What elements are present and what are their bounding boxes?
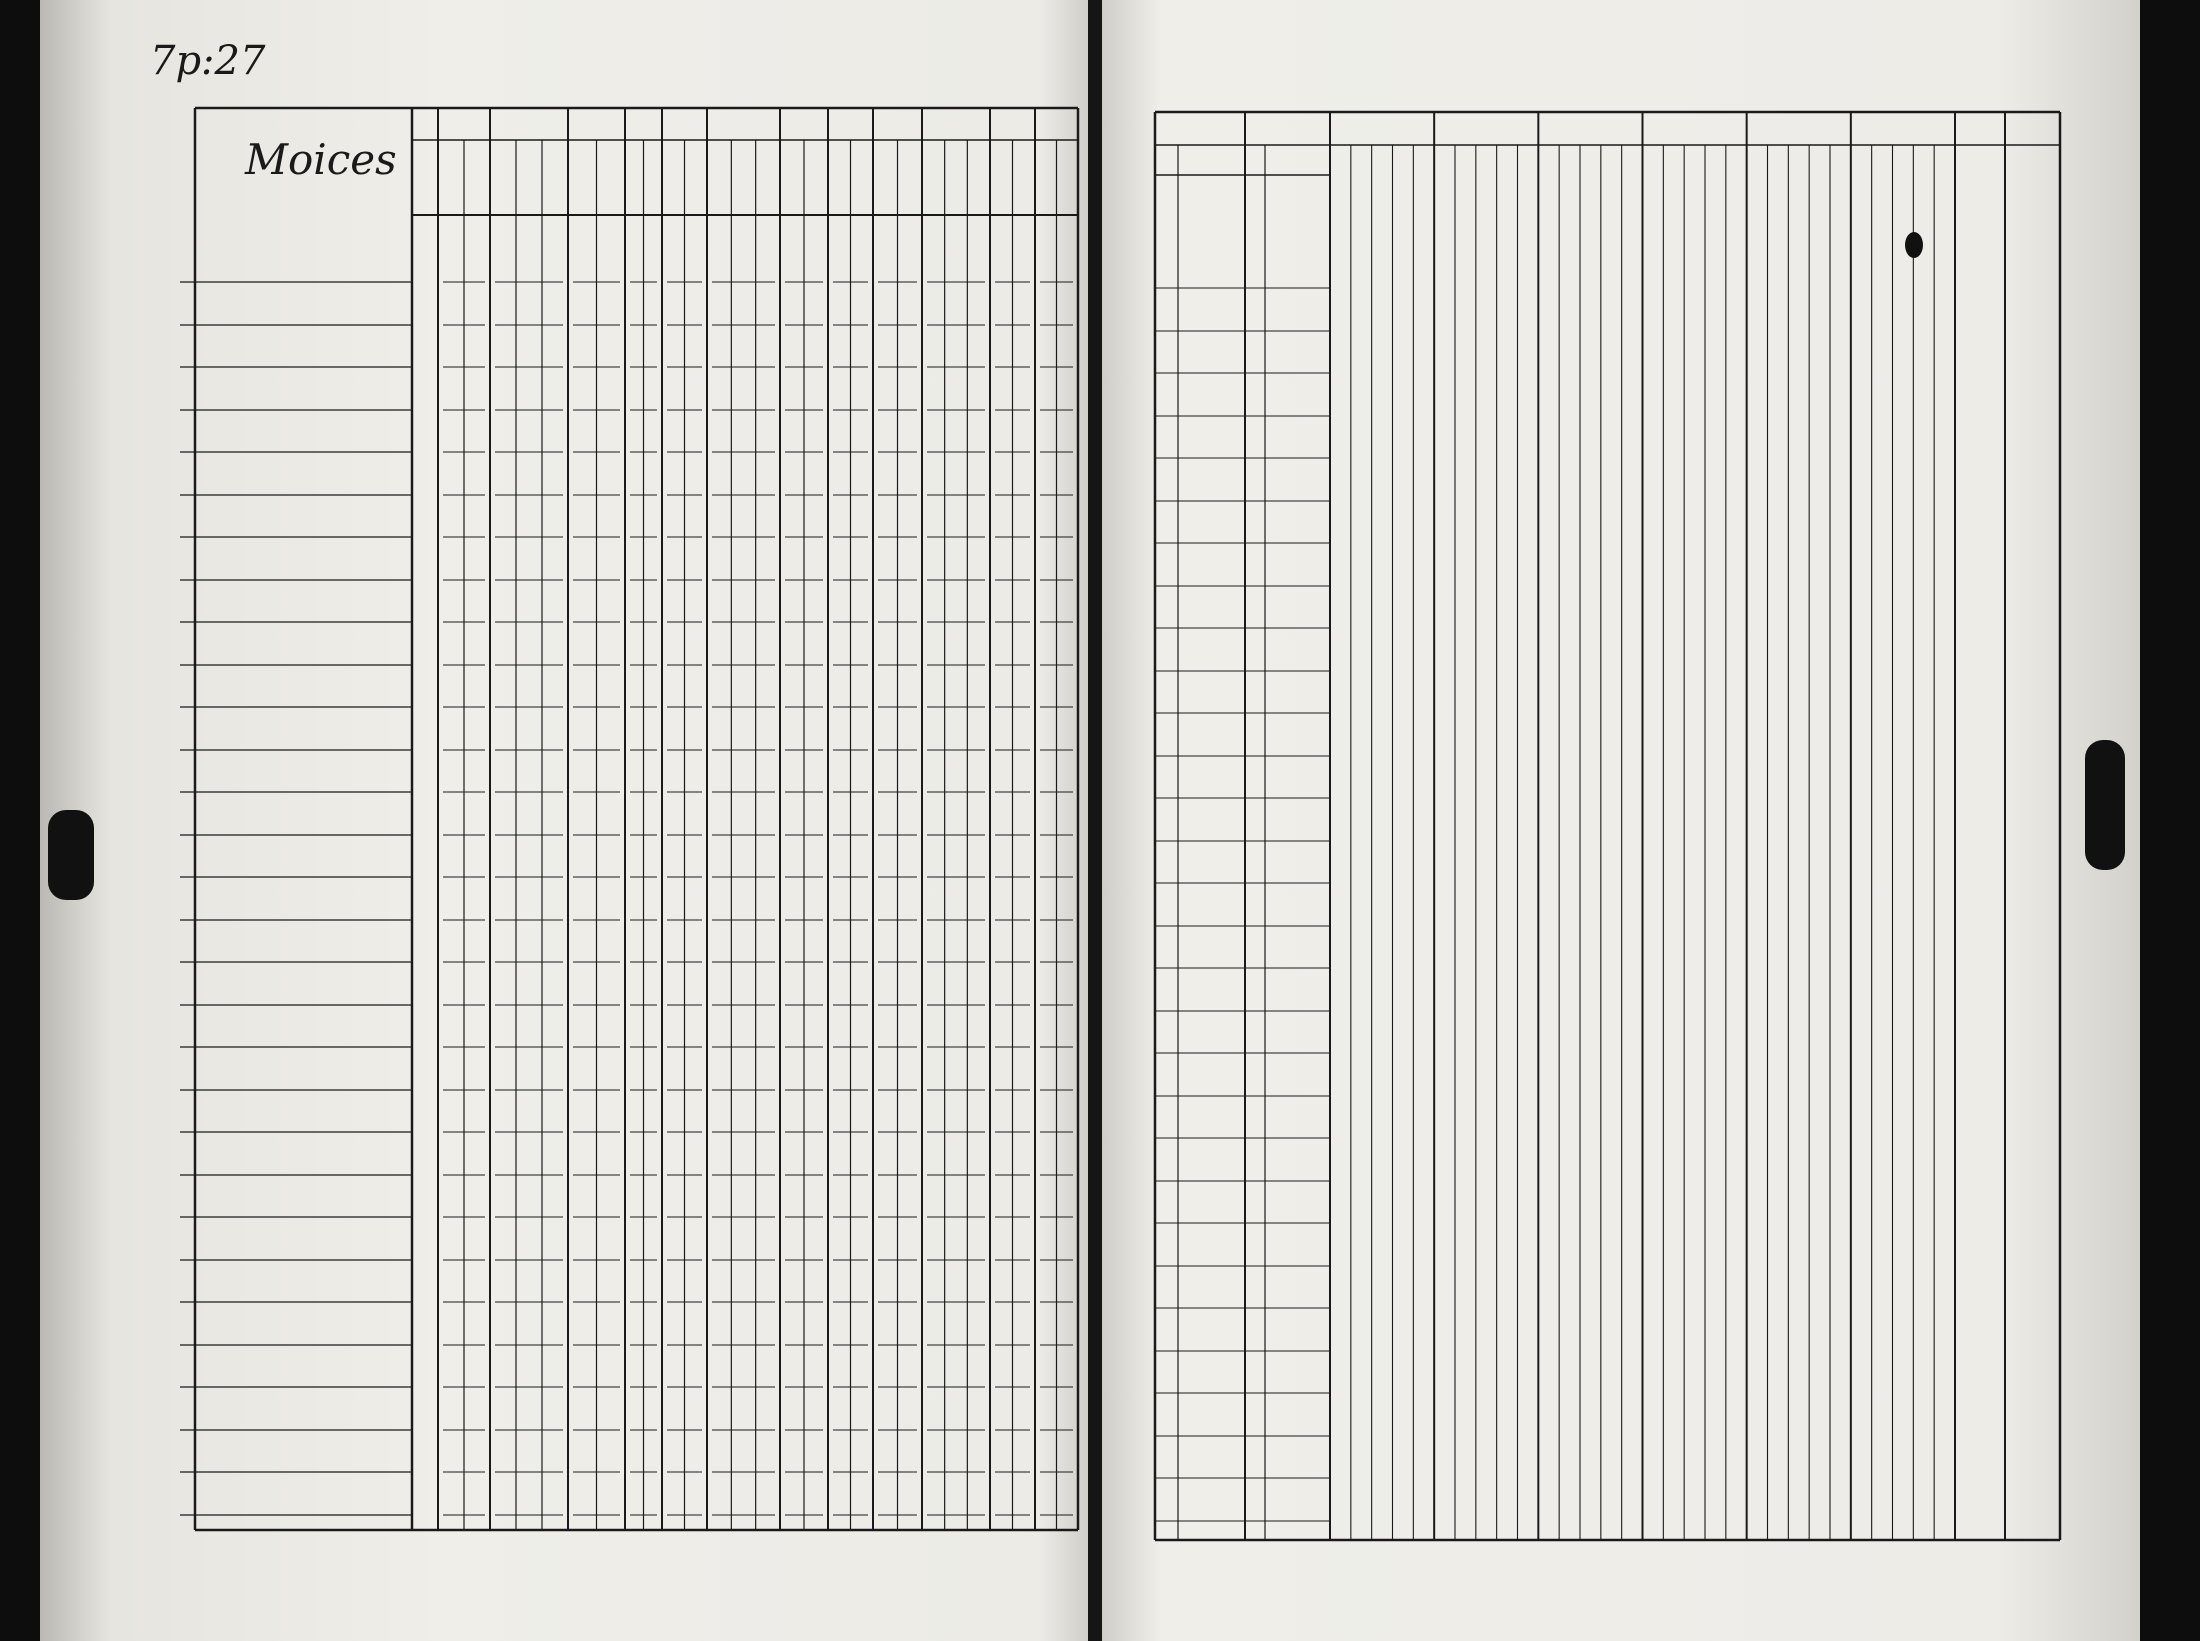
ink-blot <box>1905 232 1923 258</box>
page-reference: 7p:27 <box>150 38 266 84</box>
column-title-moices: Moices <box>245 135 397 184</box>
